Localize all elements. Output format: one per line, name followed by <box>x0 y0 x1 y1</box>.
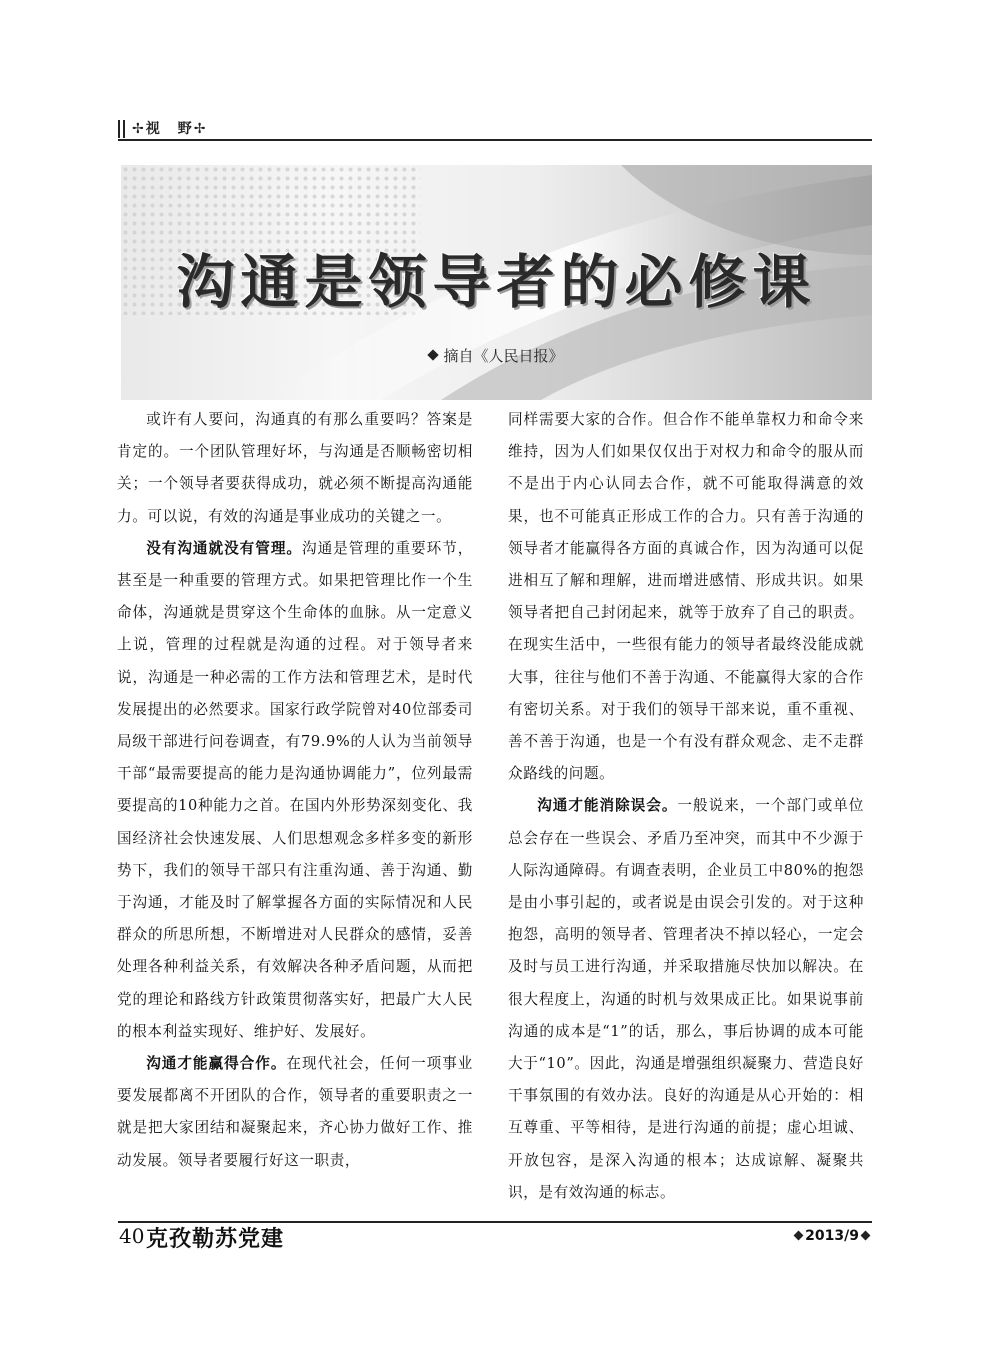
paragraph-lead: 沟通才能赢得合作。 <box>146 1055 287 1073</box>
article-left-column <box>117 404 473 1177</box>
paragraph-lead: 沟通才能消除误会。 <box>537 797 678 815</box>
paragraph <box>117 1048 473 1177</box>
article-title: 沟通是领导者的必修课 <box>176 248 817 316</box>
paragraph-text: 在现代社会，任何一项事业要发展都离不开团队的合作，领导者的重要职责之一就是把大家团结和凝聚起来，齐心协力做好工作、推动发展。领导者要履行好这一职责， <box>117 1055 474 1169</box>
diamond-bullet-icon <box>861 1231 871 1241</box>
header-rule <box>118 139 872 141</box>
paragraph <box>508 404 864 790</box>
paragraph-text: 沟通是管理的重要环节，甚至是一种重要的管理方式。如果把管理比作一个生命体，沟通就是贯穿这个生命体的血脉。从一定意义上说，管理的过程就是沟通的过程。对于领导者来说，沟通是一种必需的工作方法和管理艺术，是时代发展提出的必然要求。国家行政学院曾对40位部委司局级干部进行问卷调查，有79.9%的人认为当前领导干部“最需要提高的能力是沟通协调能力”，位列最需要提高的10种能力之首。在国内外形势深刻变化、我国经济社会快速发展、人们思想观念多样多变的新形势下，我们的领导干部只有注重沟通、善于沟通、勤于沟通，才能及时了解掌握各方面的实际情况和人民群众的所思所想，不断增进对人民群众的感情，妥善处理各种利益关系，有效解决各种矛盾问题，从而把党的理论和路线方针政策贯彻落实好，把最广大人民的根本利益实现好、维护好、发展好。 <box>117 539 473 1040</box>
header-bar-marks <box>118 120 128 138</box>
paragraph <box>117 404 473 533</box>
article-source <box>121 345 872 366</box>
paragraph-text: 同样需要大家的合作。但合作不能单靠权力和命令来维持，因为人们如果仅仅出于对权力和命令的服从而不是出于内心认同去合作，就不可能取得满意的效果，也不可能真正形成工作的合力。只有善于沟通的领导者才能赢得各方面的真诚合作，因为沟通可以促进相互了解和理解，进而增进感情、形成共识。如果领导者把自己封闭起来，就等于放弃了自己的职责。在现实生活中，一些很有能力的领导者最终没能成就大事，往往与他们不善于沟通、不能赢得大家的合作有密切关系。对于我们的领导干部来说，重不重视、善不善于沟通，也是一个有没有群众观念、走不走群众路线的问题。 <box>508 411 864 783</box>
issue-info <box>792 1228 872 1244</box>
paragraph-lead: 没有沟通就没有管理。 <box>146 539 302 557</box>
section-header <box>118 118 872 140</box>
publication-name: 克孜勒苏党建 <box>146 1227 285 1252</box>
issue-date: 2013/9 <box>805 1228 859 1244</box>
title-banner <box>121 165 872 400</box>
paragraph-text: 或许有人要问，沟通真的有那么重要吗？答案是肯定的。一个团队管理好坏，与沟通是否顺畅密切相关；一个领导者要获得成功，就必须不断提高沟通能力。可以说，有效的沟通是事业成功的关键之一。 <box>117 411 473 525</box>
page-number: 40 <box>119 1224 145 1248</box>
paragraph-text: 一般说来，一个部门或单位总会存在一些误会、矛盾乃至冲突，而其中不少源于人际沟通障碍。有调查表明，企业员工中80%的抱怨是由小事引起的，或者说是由误会引发的。对于这种抱怨，高明的领导者、管理者决不掉以轻心，一定会及时与员工进行沟通，并采取措施尽快加以解决。在很大程度上，沟通的时机与效果成正比。如果说事前沟通的成本是“1”的话，那么，事后协调的成本可能大于“10”。因此，沟通是增强组织凝聚力、营造良好干事氛围的有效办法。良好的沟通是从心开始的：相互尊重、平等相待，是进行沟通的前提；虚心坦诚、开放包容，是深入沟通的根本；达成谅解、凝聚共识，是有效沟通的标志。 <box>508 797 865 1201</box>
section-label: ✢视 野✢ <box>132 121 208 137</box>
diamond-bullet-icon <box>428 349 439 360</box>
diamond-bullet-icon <box>794 1231 804 1241</box>
article-right-column <box>508 404 864 1209</box>
paragraph <box>117 533 473 1048</box>
source-text: 摘自《人民日报》 <box>443 347 564 365</box>
paragraph <box>508 790 864 1209</box>
